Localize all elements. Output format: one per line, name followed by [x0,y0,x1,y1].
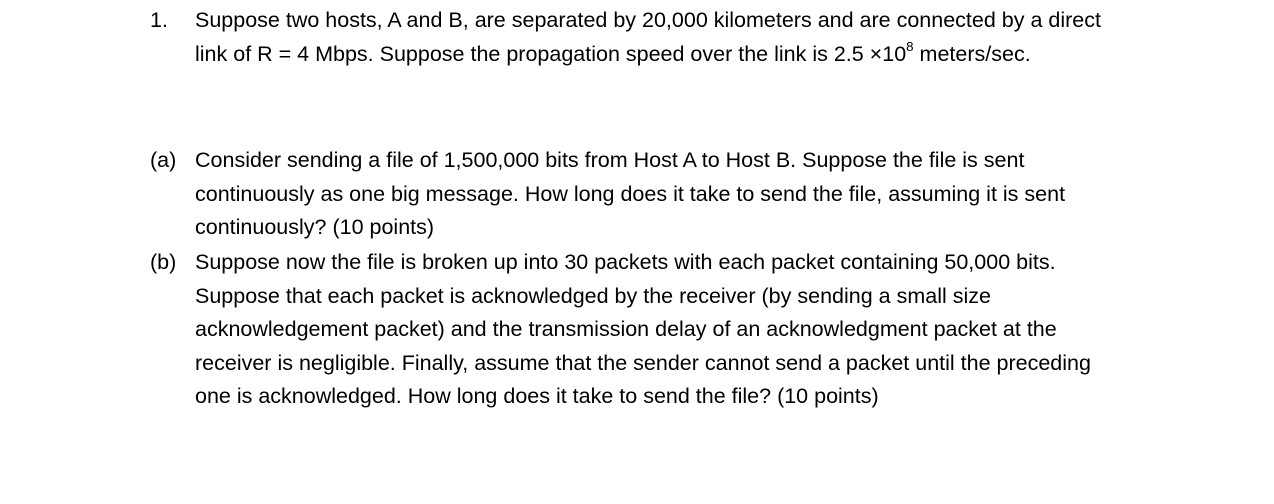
question-number: 1. [150,8,168,32]
part-a-text: Consider sending a file of 1,500,000 bits from Host A to Host B. Suppose the file is sent continuously as one big message. How long does it take to send the file, assuming it is sent continuously? (10 points) [195,148,1066,240]
part-b [150,246,1091,414]
part-b-text: Suppose now the file is broken up into 30 packets with each packet containing 50,000 bits. Suppose that each packet is acknowledged by the receiver (by sending a small size acknowledgement packet) and the transmission delay of an acknowledgment packet at the receiver is negligible. Finally, assume that the sender cannot send a packet until the preceding one is acknowledged. How long does it take to send the file? (10 points) [195,250,1091,409]
part-a [150,144,1065,245]
part-a-label: (a) [150,148,177,172]
question-text [195,4,1101,71]
question-1 [150,4,1101,71]
exponent: 8 [906,38,914,54]
part-b-label: (b) [150,250,177,274]
question-text-main: Suppose two hosts, A and B, are separated by 20,000 kilometers and are connected by a direct link of R = 4 Mbps. Suppose the propagation speed over the link is 2.5 ×10 [195,8,1101,66]
question-text-unit: meters/sec. [913,41,1031,66]
